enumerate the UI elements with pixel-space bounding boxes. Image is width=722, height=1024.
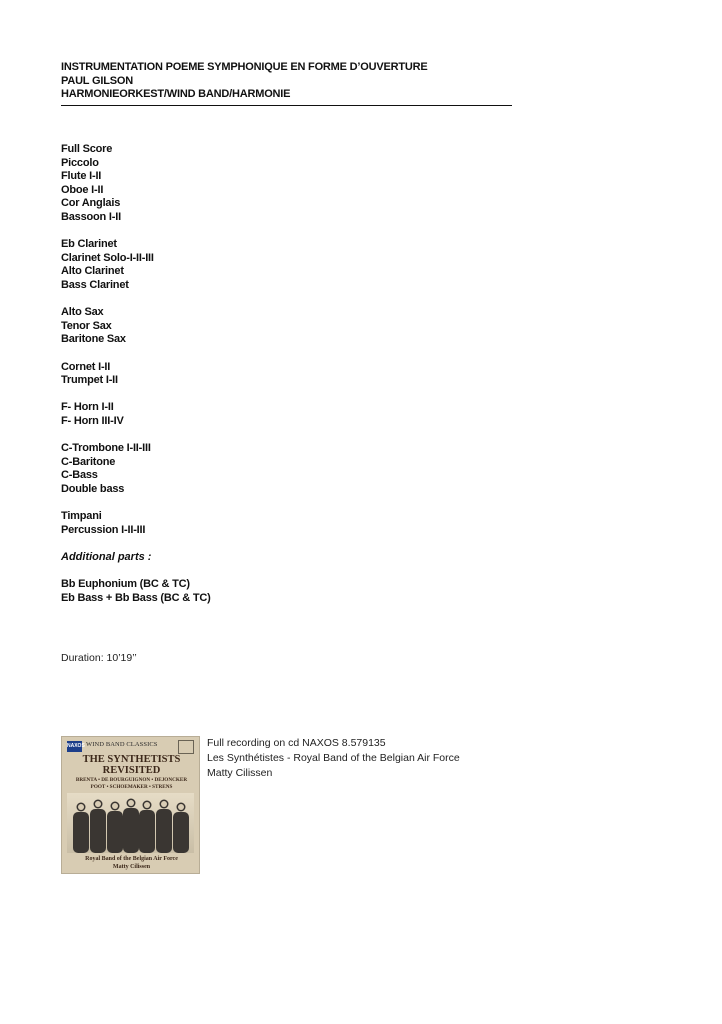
instrument-item: C-Trombone I-II-III — [61, 442, 151, 455]
instrument-item: C-Baritone — [61, 455, 116, 468]
naxos-logo: NAXOS — [67, 741, 82, 752]
duration-text: Duration: 10’19’’ — [61, 652, 137, 664]
cover-title-line2: REVISITED — [102, 765, 161, 776]
piece-title: POEME SYMPHONIQUE EN FORME D’OUVERTURE — [165, 61, 428, 73]
cover-corner-mark — [178, 740, 194, 754]
cd-conductor-line: Matty Cilissen — [207, 767, 273, 779]
instrument-item: Piccolo — [61, 156, 99, 169]
instrument-item: Oboe I-II — [61, 183, 104, 196]
instrument-item: C-Bass — [61, 469, 98, 482]
cover-title-line1: THE SYNTHETISTS — [82, 754, 181, 765]
instrument-item: F- Horn III-IV — [61, 414, 124, 427]
composer-name: PAUL GILSON — [61, 74, 133, 87]
instrument-item: Timpani — [61, 510, 102, 523]
instrumentation-list — [61, 143, 461, 619]
instrument-group-woodwinds — [61, 143, 461, 225]
header-instrumentation-label: INSTRUMENTATION — [61, 61, 166, 73]
instrument-item: F- Horn I-II — [61, 401, 114, 414]
additional-part-item: Bb Euphonium (BC & TC) — [61, 578, 190, 591]
instrument-item: Percussion I-II-III — [61, 523, 146, 536]
cover-series-label: WIND BAND CLASSICS — [86, 741, 158, 748]
instrument-item: Bassoon I-II — [61, 210, 121, 223]
cover-conductor: Matty Cilissen — [112, 864, 151, 870]
instrument-item: Alto Clarinet — [61, 265, 124, 278]
cd-info-block — [207, 736, 460, 781]
instrument-item: Trumpet I-II — [61, 374, 118, 387]
header-title-line — [61, 61, 521, 75]
additional-parts-heading: Additional parts : — [61, 551, 152, 564]
ensemble-type: HARMONIEORKEST/WIND BAND/HARMONIE — [61, 88, 291, 101]
instrument-item: Clarinet Solo-I-II-III — [61, 251, 154, 264]
instrument-group-clarinets — [61, 238, 461, 292]
cover-group-photo — [67, 793, 194, 853]
instrument-item: Eb Clarinet — [61, 238, 117, 251]
additional-part-item: Eb Bass + Bb Bass (BC & TC) — [61, 592, 211, 604]
header-divider — [61, 105, 512, 106]
instrument-item: Bass Clarinet — [61, 278, 129, 291]
cover-composers-line1: BRENTA • DE BOURGUIGNON • DEJONCKER — [75, 777, 188, 783]
instrument-item: Flute I-II — [61, 170, 102, 183]
cd-recording-line: Full recording on cd NAXOS 8.579135 — [207, 737, 386, 749]
instrument-group-percussion — [61, 510, 461, 537]
instrument-group-trumpets — [61, 361, 461, 388]
instrument-group-horns — [61, 401, 461, 428]
cd-cover-image — [61, 736, 200, 874]
instrument-item: Baritone Sax — [61, 333, 126, 346]
instrument-item: Tenor Sax — [61, 319, 112, 332]
instrument-item: Double bass — [61, 482, 125, 495]
cover-composers-line2: POOT • SCHOEMAKER • STRENS — [90, 784, 173, 790]
instrument-item: Full Score — [61, 143, 113, 155]
instrument-item: Cor Anglais — [61, 197, 121, 210]
instrument-group-saxophones — [61, 306, 461, 347]
instrument-group-low-brass — [61, 442, 461, 496]
cover-orchestra: Royal Band of the Belgian Air Force — [85, 856, 178, 862]
group-photo-illustration — [67, 793, 194, 853]
cd-album-line: Les Synthétistes - Royal Band of the Belgian Air Force — [207, 752, 460, 764]
instrument-item: Cornet I-II — [61, 360, 111, 373]
instrument-item: Alto Sax — [61, 306, 104, 319]
document-header — [61, 61, 521, 106]
additional-parts-group — [61, 578, 461, 605]
